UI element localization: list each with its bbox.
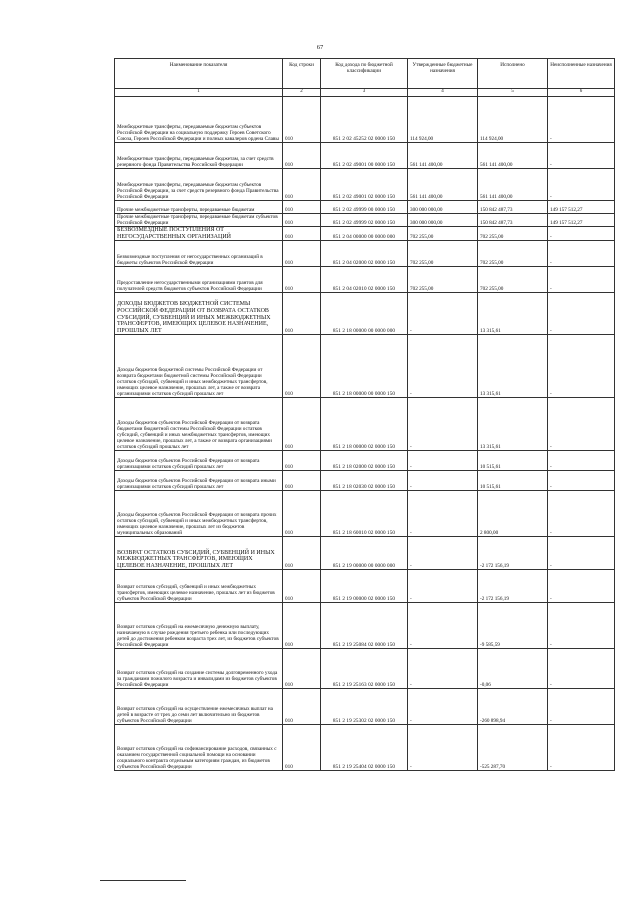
indicator-name-cell: Межбюджетные трансферты, передаваемые бюджетам субъектов Российской Федерации на социальную поддержку Героев Советского Союза, Героев Российской Федерации и полных кавалеров ордена Славы [115,97,283,143]
executed-amount-cell: 13 315,61 [478,335,548,398]
line-code-cell: 010 [283,603,321,649]
table-row [115,570,615,603]
line-code-cell: 010 [283,537,321,570]
unexecuted-amount-cell: - [548,335,615,398]
column-number: 6 [548,89,615,97]
column-number: 5 [478,89,548,97]
unexecuted-amount-cell: - [548,451,615,471]
table-row [115,725,615,771]
approved-amount-cell: - [408,451,478,471]
unexecuted-amount-cell: - [548,689,615,725]
table-header-row [115,59,615,89]
classification-code-cell: 851 2 02 49999 02 0000 150 [321,214,408,227]
line-code-cell: 010 [283,725,321,771]
executed-amount-cell: 13 315,61 [478,398,548,451]
indicator-name-cell: Прочие межбюджетные трансферты, передаваемые бюджетам субъектов Российской Федерации [115,214,283,227]
approved-amount-cell: - [408,603,478,649]
table-row [115,335,615,398]
classification-code-cell: 851 2 04 02000 02 0000 150 [321,241,408,267]
indicator-name-cell: Доходы бюджетов субъектов Российской Федерации от возврата прочих остатков субсидий, субвенций и иных межбюджетных трансфертов, имеющих целевое назначение, прошлых лет из бюджетов муниципальных образований [115,491,283,537]
indicator-name-cell: Межбюджетные трансферты, передаваемые бюджетам, за счет средств резервного фонда Правительства Российской Федерации [115,143,283,169]
classification-code-cell: 851 2 18 00000 02 0000 150 [321,398,408,451]
table-row [115,227,615,241]
line-code-cell: 010 [283,471,321,491]
classification-code-cell: 851 2 18 60010 02 0000 150 [321,491,408,537]
classification-code-cell: 851 2 02 45252 02 0000 150 [321,97,408,143]
header-indicator-name: Наименование показателя [115,59,283,89]
line-code-cell: 010 [283,97,321,143]
classification-code-cell: 851 2 18 02000 02 0000 150 [321,451,408,471]
line-code-cell: 010 [283,451,321,471]
header-line-code: Код строки [283,59,321,89]
indicator-name-cell: БЕЗВОЗМЕЗДНЫЕ ПОСТУПЛЕНИЯ ОТ НЕГОСУДАРСТВЕННЫХ ОРГАНИЗАЦИЙ [115,227,283,241]
line-code-cell: 010 [283,169,321,201]
line-code-cell: 010 [283,293,321,335]
line-code-cell: 010 [283,649,321,689]
approved-amount-cell: - [408,537,478,570]
approved-amount-cell: - [408,570,478,603]
indicator-name-cell: Доходы бюджетов субъектов Российской Федерации от возврата организациями остатков субсидий прошлых лет [115,451,283,471]
table-row [115,241,615,267]
indicator-name-cell: Возврат остатков субсидий, субвенций и иных межбюджетных трансфертов, имеющих целевое назначение, прошлых лет из бюджетов субъектов Российской Федерации [115,570,283,603]
indicator-name-cell: Предоставление негосударственными организациями грантов для получателей средств бюджетов субъектов Российской Федерации [115,267,283,293]
executed-amount-cell: 561 141 400,00 [478,169,548,201]
line-code-cell: 010 [283,241,321,267]
table-row [115,689,615,725]
table-row [115,97,615,143]
indicator-name-cell: Возврат остатков субсидий на ежемесячную денежную выплату, назначаемую в случае рождения третьего ребенка или последующих детей до достижения ребенком возраста трех лет, из бюджетов субъектов Российской Федерации [115,603,283,649]
executed-amount-cell: 150 842 487,73 [478,214,548,227]
table-row [115,649,615,689]
table-row [115,214,615,227]
executed-amount-cell: -9 585,59 [478,603,548,649]
indicator-name-cell: Безвозмездные поступления от негосударственных организаций в бюджеты субъектов Российской Федерации [115,241,283,267]
line-code-cell: 010 [283,491,321,537]
header-budget-classification-code: Код дохода по бюджетной классификации [321,59,408,89]
table-row [115,491,615,537]
classification-code-cell: 851 2 19 25302 02 0000 150 [321,689,408,725]
header-executed: Исполнено [478,59,548,89]
unexecuted-amount-cell: - [548,143,615,169]
column-number: 1 [115,89,283,97]
approved-amount-cell: 702 255,00 [408,227,478,241]
line-code-cell: 010 [283,570,321,603]
executed-amount-cell: 2 800,00 [478,491,548,537]
executed-amount-cell: -525 287,70 [478,725,548,771]
column-number: 3 [321,89,408,97]
line-code-cell: 010 [283,214,321,227]
line-code-cell: 010 [283,689,321,725]
approved-amount-cell: - [408,725,478,771]
executed-amount-cell: -2 172 156,19 [478,570,548,603]
executed-amount-cell: 114 924,00 [478,97,548,143]
indicator-name-cell: Прочие межбюджетные трансферты, передаваемые бюджетам [115,201,283,214]
table-row [115,603,615,649]
table-row [115,398,615,451]
approved-amount-cell: 561 141 400,00 [408,143,478,169]
classification-code-cell: 851 2 19 25084 02 0000 150 [321,603,408,649]
table-row [115,169,615,201]
unexecuted-amount-cell: - [548,267,615,293]
unexecuted-amount-cell: - [548,537,615,570]
revenue-execution-table [114,58,615,771]
approved-amount-cell: - [408,335,478,398]
unexecuted-amount-cell: - [548,603,615,649]
approved-amount-cell: 561 141 400,00 [408,169,478,201]
unexecuted-amount-cell: - [548,97,615,143]
classification-code-cell: 851 2 18 02030 02 0000 150 [321,471,408,491]
classification-code-cell: 851 2 19 00000 02 0000 150 [321,570,408,603]
indicator-name-cell: Доходы бюджетов субъектов Российской Федерации от возврата бюджетами бюджетной системы Российской Федерации остатков субсидий, субвенций и иных межбюджетных трансфертов, имеющих целевое назначение, прошлых лет, а также от возврата организациями остатков субсидий прошлых лет [115,398,283,451]
classification-code-cell: 851 2 19 25163 02 0000 150 [321,649,408,689]
table-row [115,267,615,293]
approved-amount-cell: 702 255,00 [408,267,478,293]
header-unexecuted-appropriations: Неисполненные назначения [548,59,615,89]
indicator-name-cell: Доходы бюджетов бюджетной системы Российской Федерации от возврата бюджетами бюджетной системы Российской Федерации остатков субсидий, субвенций и иных межбюджетных трансфертов, имеющих целевое назначение, прошлых лет, а также от возврата организациями остатков субсидий прошлых лет [115,335,283,398]
indicator-name-cell: ВОЗВРАТ ОСТАТКОВ СУБСИДИЙ, СУБВЕНЦИЙ И ИНЫХ МЕЖБЮДЖЕТНЫХ ТРАНСФЕРТОВ, ИМЕЮЩИХ ЦЕЛЕВОЕ НАЗНАЧЕНИЕ, ПРОШЛЫХ ЛЕТ [115,537,283,570]
classification-code-cell: 851 2 18 00000 00 0000 000 [321,293,408,335]
line-code-cell: 010 [283,335,321,398]
indicator-name-cell: Возврат остатков субсидий на софинансирование расходов, связанных с оказанием государственной социальной помощи на основании социального контракта отдельным категориям граждан, из бюджетов субъектов Российской Федерации [115,725,283,771]
table-row [115,143,615,169]
unexecuted-amount-cell: - [548,491,615,537]
line-code-cell: 010 [283,143,321,169]
approved-amount-cell: - [408,689,478,725]
table-row [115,201,615,214]
classification-code-cell: 851 2 19 25404 02 0000 150 [321,725,408,771]
approved-amount-cell: - [408,293,478,335]
unexecuted-amount-cell: 149 157 512,27 [548,201,615,214]
table-body [115,97,615,771]
unexecuted-amount-cell: - [548,293,615,335]
classification-code-cell: 851 2 02 49001 00 0000 150 [321,143,408,169]
executed-amount-cell: -2 172 156,19 [478,537,548,570]
indicator-name-cell: Возврат остатков субсидий на осуществление ежемесячных выплат на детей в возрасте от трех до семи лет включительно из бюджетов субъектов Российской Федерации [115,689,283,725]
table-row [115,537,615,570]
unexecuted-amount-cell: 149 157 512,27 [548,214,615,227]
unexecuted-amount-cell: - [548,227,615,241]
unexecuted-amount-cell: - [548,725,615,771]
approved-amount-cell: 702 255,00 [408,241,478,267]
indicator-name-cell: Доходы бюджетов субъектов Российской Федерации от возврата иными организациями остатков субсидий прошлых лет [115,471,283,491]
indicator-name-cell: ДОХОДЫ БЮДЖЕТОВ БЮДЖЕТНОЙ СИСТЕМЫ РОССИЙСКОЙ ФЕДЕРАЦИИ ОТ ВОЗВРАТА ОСТАТКОВ СУБСИДИЙ, СУБВЕНЦИЙ И ИНЫХ МЕЖБЮДЖЕТНЫХ ТРАНСФЕРТОВ, ИМЕЮЩИХ ЦЕЛЕВОЕ НАЗНАЧЕНИЕ, ПРОШЛЫХ ЛЕТ [115,293,283,335]
unexecuted-amount-cell: - [548,649,615,689]
approved-amount-cell: - [408,649,478,689]
column-number: 4 [408,89,478,97]
executed-amount-cell: 702 255,00 [478,227,548,241]
approved-amount-cell: 300 000 000,00 [408,201,478,214]
indicator-name-cell: Возврат остатков субсидий на создание системы долговременного ухода за гражданами пожилого возраста и инвалидами из бюджетов субъектов Российской Федерации [115,649,283,689]
line-code-cell: 010 [283,398,321,451]
executed-amount-cell: 702 255,00 [478,241,548,267]
classification-code-cell: 851 2 04 02010 02 0000 150 [321,267,408,293]
unexecuted-amount-cell: - [548,471,615,491]
table-row [115,293,615,335]
line-code-cell: 010 [283,267,321,293]
executed-amount-cell: 561 141 400,00 [478,143,548,169]
unexecuted-amount-cell: - [548,398,615,451]
column-number: 2 [283,89,321,97]
classification-code-cell: 851 2 18 00000 00 0000 150 [321,335,408,398]
executed-amount-cell: 702 255,00 [478,267,548,293]
approved-amount-cell: - [408,471,478,491]
table-row [115,451,615,471]
executed-amount-cell: 150 842 487,73 [478,201,548,214]
unexecuted-amount-cell: - [548,241,615,267]
classification-code-cell: 851 2 02 49999 00 0000 150 [321,201,408,214]
approved-amount-cell: 114 924,00 [408,97,478,143]
classification-code-cell: 851 2 02 49001 02 0000 150 [321,169,408,201]
approved-amount-cell: - [408,491,478,537]
unexecuted-amount-cell: - [548,570,615,603]
approved-amount-cell: 300 000 000,00 [408,214,478,227]
line-code-cell: 010 [283,227,321,241]
unexecuted-amount-cell: - [548,169,615,201]
indicator-name-cell: Межбюджетные трансферты, передаваемые бюджетам субъектов Российской Федерации, за счет средств резервного фонда Правительства Российской Федерации [115,169,283,201]
column-number-row [115,89,615,97]
line-code-cell: 010 [283,201,321,214]
approved-amount-cell: - [408,398,478,451]
page-number: 67 [316,44,324,51]
executed-amount-cell: 10 515,61 [478,471,548,491]
executed-amount-cell: -0,06 [478,649,548,689]
header-approved-appropriations: Утвержденные бюджетные назначения [408,59,478,89]
executed-amount-cell: -260 898,94 [478,689,548,725]
executed-amount-cell: 13 315,61 [478,293,548,335]
footnote-divider [100,880,186,881]
classification-code-cell: 851 2 19 00000 00 0000 000 [321,537,408,570]
classification-code-cell: 851 2 04 00000 00 0000 000 [321,227,408,241]
executed-amount-cell: 10 515,61 [478,451,548,471]
table-row [115,471,615,491]
